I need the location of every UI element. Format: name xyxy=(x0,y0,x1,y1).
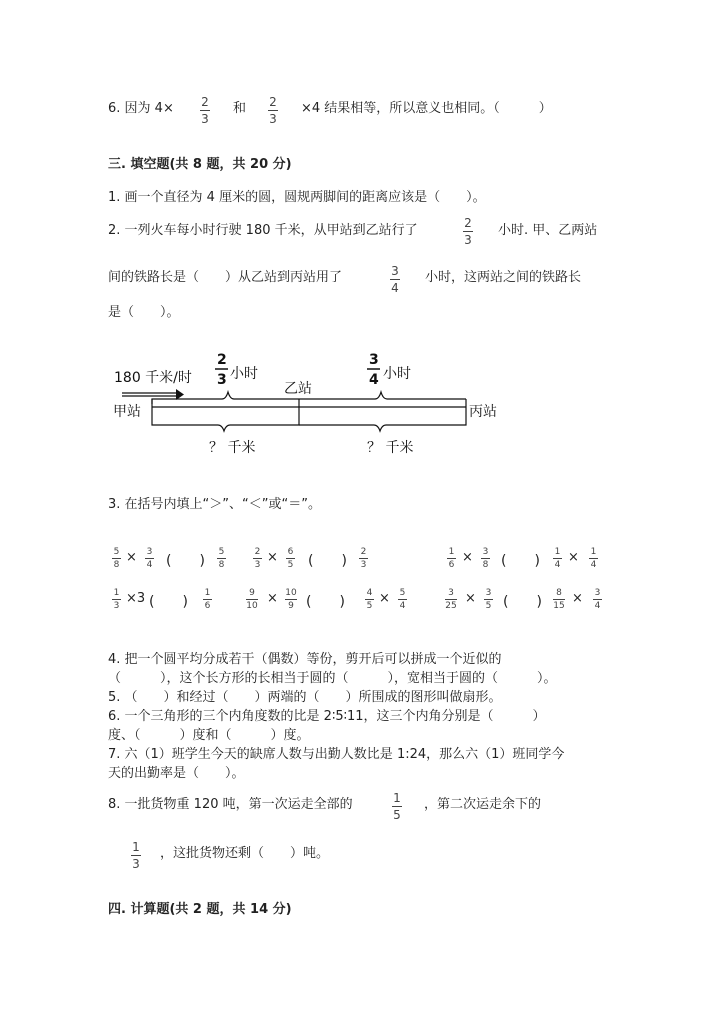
unknown-distance-a: ？ 千米 xyxy=(209,440,256,456)
diagram-frac-b-num: 3 xyxy=(369,352,379,368)
brace-bottom-right xyxy=(299,415,466,431)
cmp-r2-a-frac: 1 3 xyxy=(113,588,120,611)
fill-question-5: 5. （ ）和经过（ ）两端的（ ）所围成的图形叫做扇形。 xyxy=(108,690,502,705)
fill-question-2-part-4: 小时，这两站之间的铁路长 xyxy=(425,270,582,285)
cmp-r2-c-times-2: × xyxy=(572,591,583,606)
fill-question-2-part-3: 间的铁路长是（ ）从乙站到丙站用了 xyxy=(108,270,343,285)
cmp-r1-a-paren[interactable]: ( ) xyxy=(166,553,205,569)
fill-question-2-part-1: 2. 一列火车每小时行驶 180 千米，从甲站到乙站行了 xyxy=(108,223,418,238)
q6-fraction-2: 2 3 xyxy=(269,95,277,126)
section-3-title: 三. 填空题(共 8 题，共 20 分) xyxy=(108,157,292,172)
diagram-frac-a-num: 2 xyxy=(217,352,227,368)
section-4-title: 四. 计算题(共 2 题，共 14 分) xyxy=(108,902,292,917)
cmp-r1-c-frac-2: 3 8 xyxy=(482,547,489,570)
cmp-r2-c-frac: 3 25 xyxy=(445,588,457,611)
speed-label: 180 千米/时 xyxy=(114,370,192,386)
diagram-hour-a: 小时 xyxy=(230,366,258,382)
cmp-r2-b-frac-4: 5 4 xyxy=(399,588,406,611)
fill-question-6-line-1: 6. 一个三角形的三个内角度数的比是 2∶5∶11，这三个内角分别是（ ） xyxy=(108,709,546,724)
cmp-r1-c-times-2: × xyxy=(568,550,579,565)
cmp-r1-a-frac-3: 5 8 xyxy=(218,547,225,570)
fill-question-2-part-5: 是（ ）。 xyxy=(108,305,180,320)
fill-question-8-part-1: 8. 一批货物重 120 吨，第一次运走全部的 xyxy=(108,797,353,812)
fill-question-7-line-1: 7. 六（1）班学生今天的缺席人数与出勤人数比是 1:24，那么六（1）班同学今 xyxy=(108,747,565,762)
speed-arrow-head xyxy=(176,389,184,400)
cmp-r1-a-frac: 5 8 xyxy=(113,547,120,570)
brace-top-right xyxy=(299,392,466,399)
cmp-r2-b-times: × xyxy=(267,591,278,606)
cmp-r2-c-frac-4: 3 4 xyxy=(594,588,601,611)
cmp-r1-b-frac: 2 3 xyxy=(254,547,261,570)
fill-question-6-line-2: 度、（ ）度和（ ）度。 xyxy=(108,728,310,743)
cmp-r1-b-frac-2: 6 5 xyxy=(287,547,294,570)
station-b-label: 乙站 xyxy=(284,381,312,397)
station-a-label: 甲站 xyxy=(113,404,141,420)
cmp-r2-b-frac-2: 10 9 xyxy=(285,588,297,611)
cmp-r2-a-times: ×3 xyxy=(126,591,146,606)
fill-8-fraction-1: 1 5 xyxy=(393,791,401,822)
fill-2-fraction-2: 3 4 xyxy=(391,264,399,295)
fill-question-1: 1. 画一个直径为 4 厘米的圆，圆规两脚间的距离应该是（ ）。 xyxy=(108,190,486,205)
cmp-r2-c-frac-3: 8 15 xyxy=(553,588,565,611)
fill-question-4-line-2: （ ），这个长方形的长相当于圆的（ ），宽相当于圆的（ ）。 xyxy=(108,671,557,686)
fill-question-8-part-2: ，第二次运走余下的 xyxy=(424,797,542,812)
diagram-hour-b: 小时 xyxy=(383,366,411,382)
fill-question-4-line-1: 4. 把一个圆平均分成若干（偶数）等份，剪开后可以拼成一个近似的 xyxy=(108,652,502,667)
cmp-r1-a-frac-2: 3 4 xyxy=(146,547,153,570)
cmp-r1-c-frac-3: 1 4 xyxy=(554,547,561,570)
q6-prefix: 6. 因为 4× xyxy=(108,101,174,116)
brace-bottom-left xyxy=(152,415,299,431)
fill-2-fraction-1: 2 3 xyxy=(464,216,472,247)
cmp-r1-c-frac: 1 6 xyxy=(448,547,455,570)
diagram-frac-b-den: 4 xyxy=(369,372,379,388)
cmp-r2-a-frac-2: 1 6 xyxy=(204,588,211,611)
cmp-r2-c-times: × xyxy=(465,591,476,606)
q6-and: 和 xyxy=(233,101,247,116)
cmp-r2-a-paren[interactable]: ( ) xyxy=(149,594,188,610)
cmp-r1-c-frac-4: 1 4 xyxy=(590,547,597,570)
fill-question-3: 3. 在括号内填上“＞”、“＜”或“＝”。 xyxy=(108,497,321,512)
cmp-r1-c-times: × xyxy=(462,550,473,565)
fill-question-7-line-2: 天的出勤率是（ ）。 xyxy=(108,766,245,781)
cmp-r1-b-times: × xyxy=(267,550,278,565)
fill-8-fraction-2: 1 3 xyxy=(132,840,140,871)
cmp-r1-c-paren[interactable]: ( ) xyxy=(501,553,540,569)
fill-question-2-part-2: 小时. 甲、乙两站 xyxy=(498,223,598,238)
cmp-r2-b-frac-3: 4 5 xyxy=(366,588,373,611)
cmp-r2-c-frac-2: 3 5 xyxy=(485,588,492,611)
q6-fraction-1: 2 3 xyxy=(201,95,209,126)
cmp-r1-b-frac-3: 2 3 xyxy=(360,547,367,570)
diagram-frac-a-den: 3 xyxy=(217,372,227,388)
cmp-r2-b-frac: 9 10 xyxy=(246,588,258,611)
station-c-label: 丙站 xyxy=(469,404,497,420)
fill-question-8-part-3: ，这批货物还剩（ ）吨。 xyxy=(160,846,330,861)
cmp-r2-b-times-2: × xyxy=(379,591,390,606)
cmp-r2-c-paren[interactable]: ( ) xyxy=(503,594,542,610)
unknown-distance-b: ？ 千米 xyxy=(367,440,414,456)
brace-top-left xyxy=(152,392,299,404)
q6-suffix: ×4 结果相等，所以意义也相同。（ ） xyxy=(301,101,552,116)
cmp-r1-b-paren[interactable]: ( ) xyxy=(308,553,347,569)
cmp-r2-b-paren[interactable]: ( ) xyxy=(306,594,345,610)
cmp-r1-a-times: × xyxy=(126,550,137,565)
